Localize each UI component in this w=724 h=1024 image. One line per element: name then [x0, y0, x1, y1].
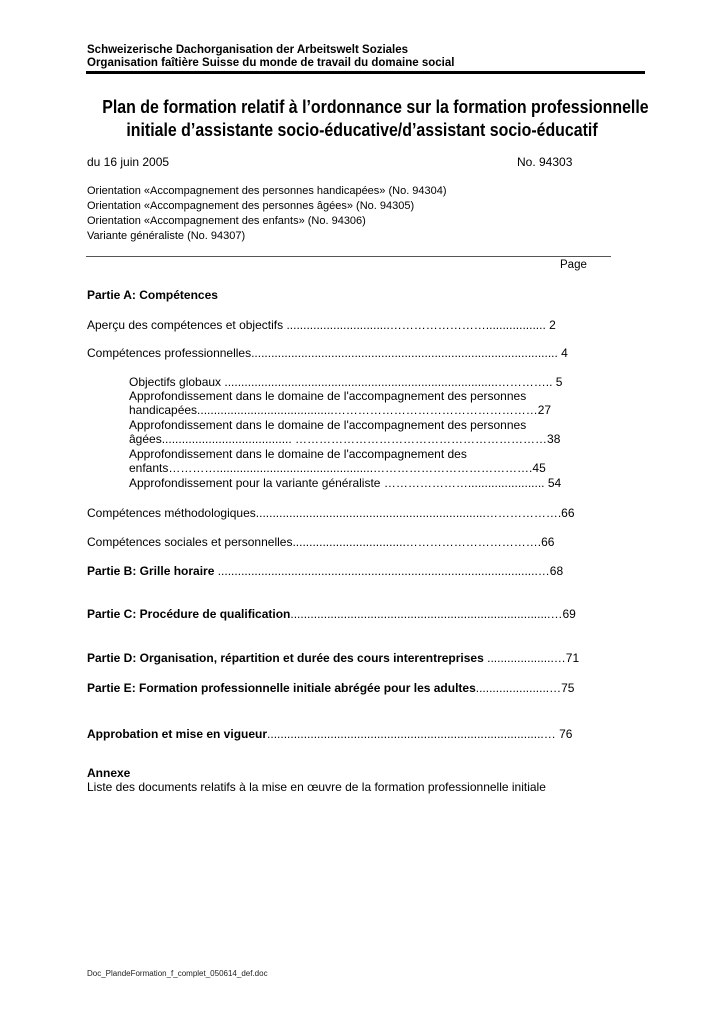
toc-leader: ......................…75: [475, 681, 575, 695]
toc-leader: ................................................................................................…68: [214, 564, 564, 578]
toc-part-label: Partie B: Grille horaire: [87, 564, 215, 578]
toc-subentry[interactable]: handicapées.........................................……………………………………………27: [129, 403, 552, 417]
organisation-name-de: Schweizerische Dachorganisation der Arbeitswelt Soziales: [87, 44, 409, 56]
toc-part-label: Partie C: Procédure de qualification: [87, 607, 291, 621]
file-name-footer: Doc_PlandeFormation_f_complet_050614_def.doc: [87, 969, 268, 978]
document-number: No. 94303: [517, 155, 573, 169]
toc-approval-entry[interactable]: [87, 727, 572, 741]
toc-subentry[interactable]: enfants…………...............................................………………………………….45: [129, 461, 546, 475]
toc-part-e-entry[interactable]: [87, 681, 574, 695]
toc-rule: [86, 256, 611, 257]
toc-subentry[interactable]: âgées....................................... ………………………………………………………38: [129, 432, 561, 446]
toc-entry[interactable]: Compétences professionnelles............................................................................................ 4: [87, 346, 568, 360]
toc-part-label: Partie D: Organisation, répartition et durée des cours interentreprises: [87, 651, 484, 665]
toc-subentry[interactable]: Approfondissement dans le domaine de l'accompagnement des: [129, 447, 467, 461]
organisation-name-fr: Organisation faîtière Suisse du monde de travail du domaine social: [87, 57, 455, 69]
toc-part-d-entry[interactable]: [87, 651, 579, 665]
orientation-line: Orientation «Accompagnement des enfants» (No. 94306): [87, 215, 366, 227]
toc-subentry[interactable]: Approfondissement dans le domaine de l'accompagnement des personnes: [129, 389, 527, 403]
annex-heading: Annexe: [87, 766, 131, 780]
toc-part-a-heading: Partie A: Compétences: [87, 288, 218, 302]
annex-text: Liste des documents relatifs à la mise en œuvre de la formation professionnelle initiale: [87, 780, 546, 794]
toc-subentry[interactable]: Approfondissement dans le domaine de l'accompagnement des personnes: [129, 418, 527, 432]
orientation-line: Orientation «Accompagnement des personnes âgées» (No. 94305): [87, 200, 415, 212]
header-rule: [86, 71, 645, 74]
toc-subentry[interactable]: Objectifs globaux ..................................................................................………….. 5: [129, 375, 563, 389]
orientation-line: Orientation «Accompagnement des personnes handicapées» (No. 94304): [87, 185, 447, 197]
document-title-line2: initiale d’assistante socio-éducative/d’assistant socio-éducatif: [126, 119, 598, 140]
toc-leader: ...................................................................................… 76: [267, 727, 573, 741]
page-column-header: Page: [560, 259, 587, 271]
orientation-line: Variante généraliste (No. 94307): [87, 230, 246, 242]
document-title-line1: Plan de formation relatif à l’ordonnance sur la formation professionnelle: [102, 96, 649, 117]
toc-entry[interactable]: Aperçu des compétences et objectifs ...............................…………………….................. 2: [87, 318, 556, 332]
toc-entry[interactable]: Compétences sociales et personnelles..................................…………………………….66: [87, 535, 555, 549]
toc-part-b-entry[interactable]: [87, 564, 563, 578]
document-date: du 16 juin 2005: [87, 155, 170, 169]
toc-leader: ....................…71: [483, 651, 580, 665]
toc-part-c-entry[interactable]: [87, 607, 576, 621]
toc-part-label: Approbation et mise en vigueur: [87, 727, 268, 741]
toc-leader: ..............................................................................…69: [290, 607, 576, 621]
toc-part-label: Partie E: Formation professionnelle initiale abrégée pour les adultes: [87, 681, 476, 695]
toc-subentry[interactable]: Approfondissement pour la variante généraliste …………………....................... 54: [129, 476, 562, 490]
toc-entry[interactable]: Compétences méthodologiques.....................................................................……………….66: [87, 506, 575, 520]
